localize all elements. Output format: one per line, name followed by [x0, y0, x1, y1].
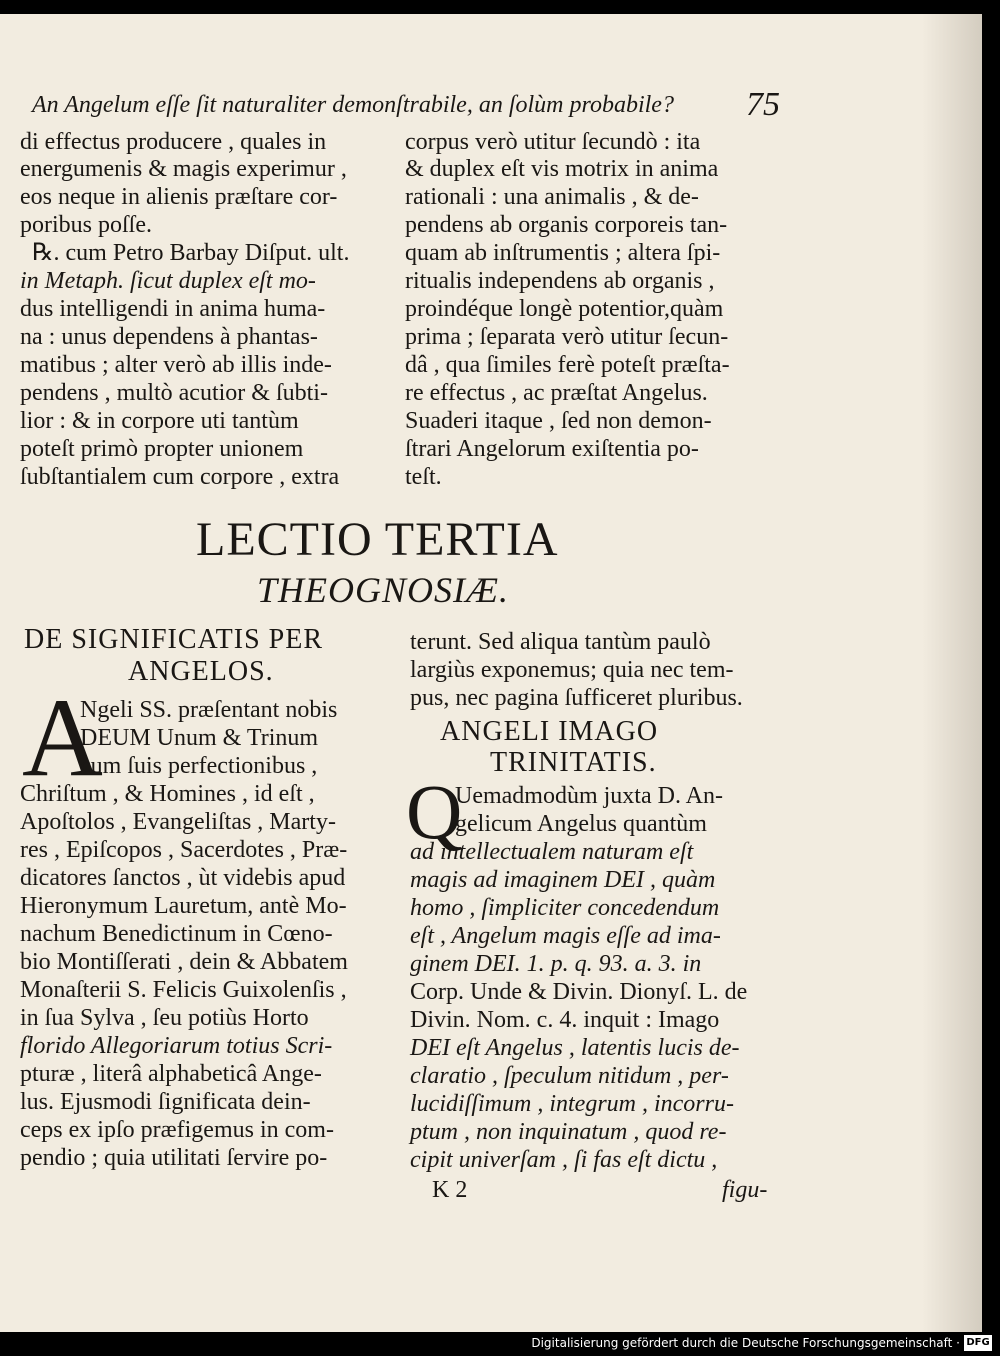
text-line: lus. Ejusmodi ſignificata dein-	[20, 1089, 311, 1115]
text-line: in Metaph. ſicut duplex eſt mo-	[20, 268, 316, 294]
text-line: cum ſuis perfectionibus ,	[80, 753, 318, 779]
text-line: ginem DEI. 1. p. q. 93. a. 3. in	[410, 951, 702, 977]
text-line: Suaderi itaque , ſed non demon-	[405, 408, 712, 434]
text-line: & duplex eſt vis motrix in anima	[405, 156, 719, 182]
text-line: ſtrari Angelorum exiſtentia po-	[405, 436, 699, 462]
text-line: di effectus producere , quales in	[20, 129, 327, 155]
text-line: eſt , Angelum magis eſſe ad ima-	[410, 923, 721, 949]
text-line: rationali : una animalis , & de-	[405, 184, 699, 210]
running-header: An Angelum eſſe ſit naturaliter demonſtrabile, an ſolùm probabile?	[32, 92, 674, 118]
text-line: res , Epiſcopos , Sacerdotes , Præ-	[20, 837, 348, 863]
text-line: teſt.	[405, 464, 442, 490]
text-line: Uemadmodùm juxta D. An-	[455, 783, 723, 809]
footer-bar	[0, 1332, 1000, 1356]
text-line: cipit univerſam , ſi fas eſt dictu ,	[410, 1147, 718, 1173]
right-section-heading: ANGELI IMAGO	[440, 716, 659, 747]
page-edge-shadow	[922, 14, 982, 1332]
text-line: Corp. Unde & Divin. Dionyſ. L. de	[410, 979, 748, 1005]
text-line: prima ; ſeparata verò utitur ſecun-	[405, 324, 729, 350]
text-line: Hieronymum Lauretum, antè Mo-	[20, 893, 347, 919]
text-line: ℞. cum Petro Barbay Diſput. ult.	[32, 240, 350, 266]
text-line: terunt. Sed aliqua tantùm paulò	[410, 629, 711, 655]
dfg-logo: DFG	[964, 1335, 992, 1351]
book-page	[0, 14, 982, 1332]
right-section-heading: TRINITATIS.	[490, 747, 657, 778]
text-line: DEUM Unum & Trinum	[80, 725, 319, 751]
text-line: florido Allegoriarum totius Scri-	[20, 1033, 333, 1059]
text-line: largiùs exponemus; quia nec tem-	[410, 657, 734, 683]
text-line: gelicum Angelus quantùm	[455, 811, 707, 837]
signature-mark: K 2	[432, 1177, 468, 1203]
text-line: homo , ſimpliciter concedendum	[410, 895, 720, 921]
text-line: proindéque longè potentior,quàm	[405, 296, 724, 322]
left-section-heading: ANGELOS.	[128, 656, 274, 687]
drop-cap-q: Q	[406, 768, 463, 855]
text-line: ritualis independens ab organis ,	[405, 268, 715, 294]
text-line: dus intelligendi in anima huma-	[20, 296, 326, 322]
text-line: corpus verò utitur ſecundò : ita	[405, 129, 701, 155]
text-line: pendens ab organis corporeis tan-	[405, 212, 728, 238]
text-line: Monaſterii S. Felicis Guixolenſis ,	[20, 977, 347, 1003]
text-line: Divin. Nom. c. 4. inquit : Imago	[410, 1007, 720, 1033]
drop-cap-a: A	[22, 676, 103, 800]
text-line: lucidiſſimum , integrum , incorru-	[410, 1091, 734, 1117]
footer-credit: Digitalisierung gefördert durch die Deutsche Forschungsgemeinschaft ·	[531, 1336, 960, 1350]
text-line: magis ad imaginem DEI , quàm	[410, 867, 716, 893]
text-line: dicatores ſanctos , ùt videbis apud	[20, 865, 346, 891]
lectio-title: LECTIO TERTIA	[196, 513, 559, 566]
text-line: lior : & in corpore uti tantùm	[20, 408, 299, 434]
text-line: in ſua Sylva , ſeu potiùs Horto	[20, 1005, 309, 1031]
text-line: pturæ , literâ alphabeticâ Ange-	[20, 1061, 322, 1087]
catchword: figu-	[722, 1177, 768, 1203]
left-section-heading: DE SIGNIFICATIS PER	[24, 624, 324, 655]
text-line: pus, nec pagina ſufficeret pluribus.	[410, 685, 743, 711]
text-line: nachum Benedictinum in Cœno-	[20, 921, 333, 947]
text-line: Apoſtolos , Evangeliſtas , Marty-	[20, 809, 336, 835]
text-line: ad intellectualem naturam eſt	[410, 839, 694, 865]
text-line: energumenis & magis experimur ,	[20, 156, 347, 182]
text-line: poribus poſſe.	[20, 212, 152, 238]
text-line: re effectus , ac præſtat Angelus.	[405, 380, 708, 406]
text-line: poteſt primò propter unionem	[20, 436, 304, 462]
text-line: pendens , multò acutior & ſubti-	[20, 380, 328, 406]
text-line: claratio , ſpeculum nitidum , per-	[410, 1063, 729, 1089]
text-line: Ngeli SS. præſentant nobis	[80, 697, 338, 723]
text-line: DEI eſt Angelus , latentis lucis de-	[410, 1035, 740, 1061]
text-line: pendio ; quia utilitati ſervire po-	[20, 1145, 328, 1171]
text-line: Chriſtum , & Homines , id eſt ,	[20, 781, 315, 807]
text-line: ceps ex ipſo præfigemus in com-	[20, 1117, 334, 1143]
text-line: bio Montiſſerati , dein & Abbatem	[20, 949, 348, 975]
text-line: quam ab inſtrumentis ; altera ſpi-	[405, 240, 721, 266]
theognosiae-subtitle: THEOGNOSIÆ.	[257, 570, 510, 610]
text-line: ſubſtantialem cum corpore , extra	[20, 464, 340, 490]
text-line: ptum , non inquinatum , quod re-	[410, 1119, 727, 1145]
text-line: eos neque in alienis præſtare cor-	[20, 184, 338, 210]
text-line: matibus ; alter verò ab illis inde-	[20, 352, 332, 378]
text-line: na : unus dependens à phantas-	[20, 324, 318, 350]
text-line: dâ , qua ſimiles ferè poteſt præſta-	[405, 352, 730, 378]
page-number: 75	[746, 86, 780, 123]
